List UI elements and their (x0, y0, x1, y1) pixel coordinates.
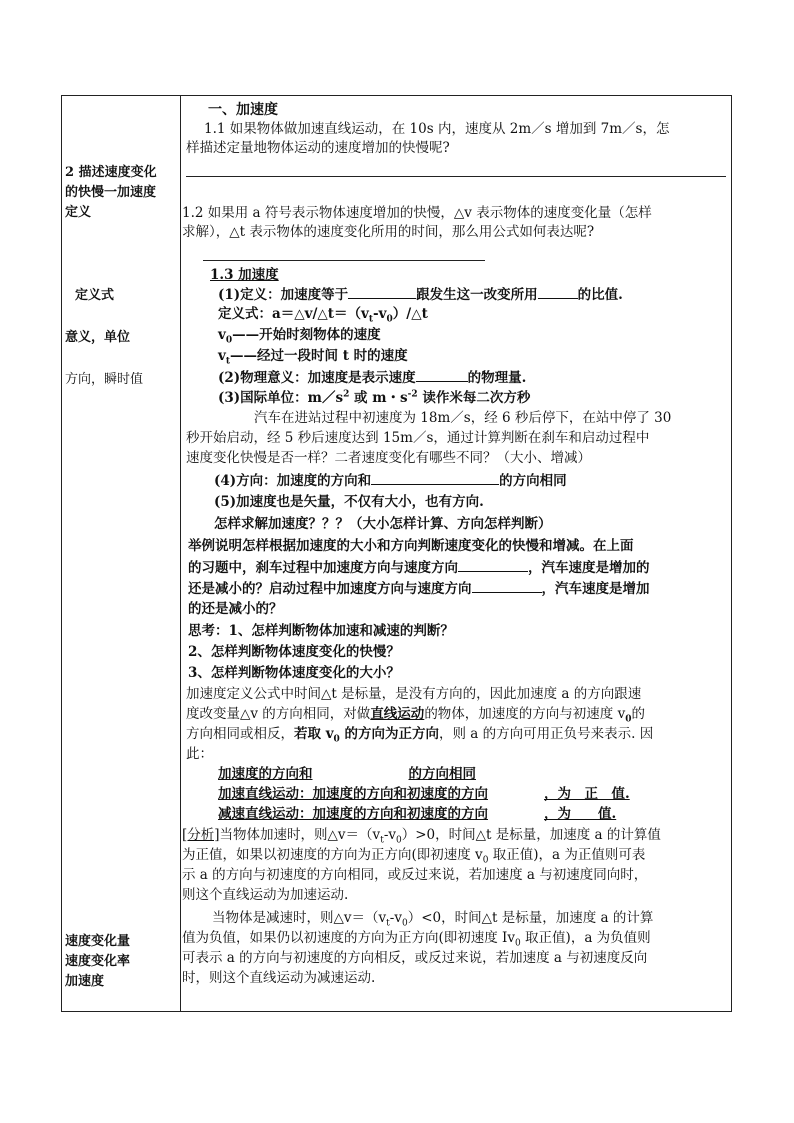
example-line3: 还是减小的？启动过程中加速度方向与速度方向 ，汽车速度是增加 (188, 581, 650, 597)
decel-line4: 时，则这个直线运动为减速运动. (182, 970, 376, 986)
blank-3 (416, 369, 468, 382)
blank-5 (458, 559, 528, 572)
example-line2: 的习题中，刹车过程中加速度方向与速度方向 ，汽车速度是增加的 (188, 560, 650, 576)
decel-line1: 当物体是减速时，则$\triangle v=(v_t-v_0)<0$，时间△t 是标量，加速度 a 的计算 (212, 910, 654, 929)
car-problem-line2: 秒开始启动，经 5 秒后速度达到 15m／s，通过计算判断在刹车和启动过程中 (186, 430, 650, 446)
section-title-line1: 2 描述速度变化 (65, 165, 157, 180)
blank-4 (371, 472, 499, 485)
para-line1: 加速度定义公式中时间△t 是标量，是没有方向的，因此加速度 a 的方向跟速 (186, 686, 642, 702)
q12-line2: 求解），△t 表示物体的速度变化所用的时间，那么用公式如何表达呢? (182, 224, 595, 240)
section-title-line2: 的快慢一加速度 (65, 185, 157, 200)
analysis-tag: [分析] (182, 827, 220, 843)
column-divider (180, 95, 181, 1012)
rule-line2: 加速直线运动：加速度的方向和初速度的方向 ，为 正 值. (218, 786, 630, 802)
decel-line3: 可表示 a 的方向与初速度的方向相反，或反过来说，若加速度 a 与初速度反向 (182, 950, 648, 966)
blank-1 (348, 286, 416, 299)
section-title-line3: 定义 (65, 205, 92, 220)
blank-6 (472, 580, 542, 593)
think-3: 3、怎样判断物体速度变化的大小？ (188, 665, 400, 681)
para-line2: 度改变量△v 的方向相同，对做直线运动的物体，加速度的方向与初速度 $v_0$的 (186, 706, 645, 725)
car-problem-line3: 速度变化快慢是否一样？二者速度变化有哪些不同？（大小、增减） (186, 450, 591, 466)
howto-line: 怎样求解加速度？？？（大小怎样计算、方向怎样判断） (214, 516, 552, 532)
direction-label: 方向，瞬时值 (65, 372, 144, 387)
heading: 一、加速度 (208, 102, 278, 118)
think-2: 2、怎样判断物体速度变化的快慢？ (188, 644, 400, 660)
definition-line: (1)定义：加速度等于 跟发生这一改变所用 的比值. (218, 287, 623, 303)
term-change: 速度变化量 (65, 934, 131, 949)
formula-label: 定义式 (75, 288, 115, 303)
blank-2 (538, 286, 578, 299)
analysis-line2: 为正值，如果以初速度的方向为正方向(即初速度 $v_0$ 取正值)，a 为正值则可表 (182, 847, 646, 866)
answer-line-1 (186, 176, 726, 177)
term-rate: 速度变化率 (65, 954, 131, 969)
analysis-line4: 则这个直线运动为加速运动. (182, 887, 349, 903)
analysis-line1: [分析]当物体加速时，则$\triangle v=(v_t-v_0)>0$，时间△t 是标量，加速度 a 的计算值 (182, 827, 661, 846)
para-line3: 方向相同或相反，若取 $v_0$ 的方向为正方向，则 a 的方向可用正负号来表示. 因 (186, 726, 654, 745)
vt-definition: $v_t——$经过一段时间 t 时的速度 (218, 348, 408, 367)
car-problem-line1: 汽车在进站过程中初速度为 18m／s，经 6 秒后停下，在站中停了 30 (254, 410, 672, 426)
think-1: 思考：1、怎样判断物体加速和减速的判断？ (188, 623, 454, 639)
meaning-line: (2)物理意义：加速度是表示速度 的物理量. (218, 370, 527, 386)
analysis-line3: 示 a 的方向与初速度的方向相同，或反过来说，若加速度 a 与初速度同向时， (182, 867, 648, 883)
example-line4: 的还是减小的？ (188, 601, 283, 617)
rule-line1: 加速度的方向和 的方向相同 (218, 766, 476, 782)
q11-line2: 样描述定量地物体运动的速度增加的快慢呢? (186, 140, 450, 156)
decel-line2: 值为负值，如果仍以初速度的方向为正方向(即初速度 $Iv_0$ 取正值)，a 为负值则 (182, 930, 651, 949)
vector-line: (5)加速度也是矢量，不仅有大小，也有方向. (214, 494, 484, 510)
direction-line: (4)方向：加速度的方向和 的方向相同 (214, 473, 567, 489)
para-line4: 此： (186, 746, 213, 762)
term-accel: 加速度 (65, 974, 105, 989)
rule-line3: 减速直线运动：加速度的方向和初速度的方向 ，为 值. (218, 806, 617, 822)
q11-line1: 1.1 如果物体做加速直线运动，在 10s 内，速度从 2m／s 增加到 7m／s，怎 (204, 121, 670, 137)
meaning-unit-label: 意义，单位 (65, 330, 131, 345)
unit-line: (3)国际单位：$m/s^2$ 或 m・$s^{-2}$ 读作米每二次方秒 (218, 389, 531, 406)
v0-definition: $v_0——$开始时刻物体的速度 (218, 327, 381, 346)
q12-line1: 1.2 如果用 a 符号表示物体速度增加的快慢，△v 表示物体的速度变化量（怎样 (182, 205, 652, 221)
example-line1: 举例说明怎样根据加速度的大小和方向判断速度变化的快慢和增减。在上面 (188, 538, 634, 554)
formula-line: 定义式：$a=\triangle v/\triangle t=(v_t-v_0)/\triangle t$ (218, 306, 428, 325)
s13-title: 1.3 加速度 (210, 267, 279, 283)
answer-line-2 (203, 260, 485, 261)
